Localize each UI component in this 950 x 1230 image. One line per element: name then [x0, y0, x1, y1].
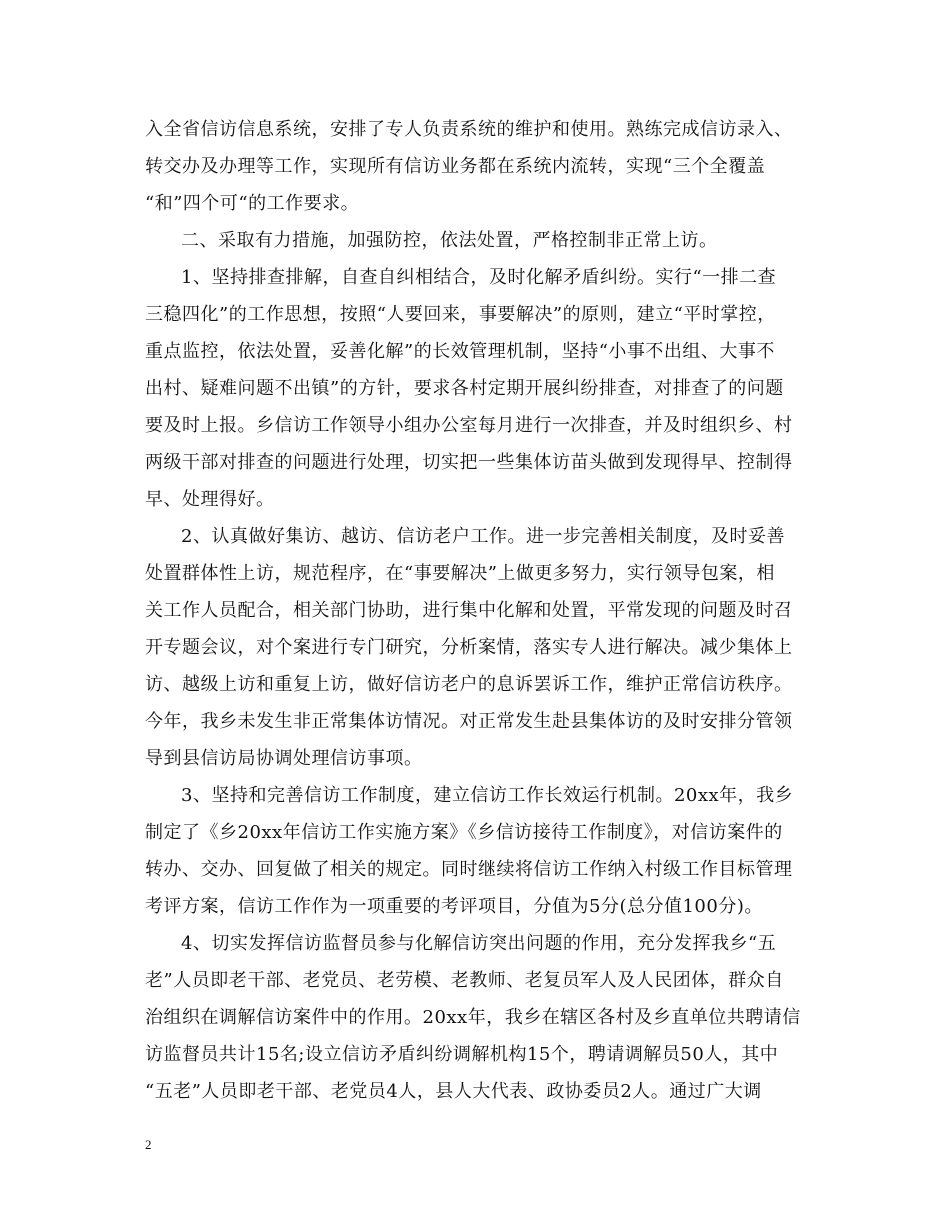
text-line: 入全省信访信息系统，安排了专人负责系统的维护和使用。熟练完成信访录入、 [145, 119, 793, 140]
text-line: 要及时上报。乡信访工作领导小组办公室每月进行一次排查，并及时组织乡、村 [145, 415, 793, 436]
text-line: 访、越级上访和重复上访，做好信访老户的息诉罢诉工作，维护正常信访秩序。 [145, 674, 793, 695]
text-line: 处置群体性上访，规范程序，在“事要解决”上做更多努力，实行领导包案，相 [145, 563, 775, 584]
paragraph-start-line: 3、坚持和完善信访工作制度，建立信访工作长效运行机制。20xx年，我乡 [181, 785, 794, 806]
text-line: 考评方案，信访工作作为一项重要的考评项目，分值为5分(总分值100分)。 [145, 896, 763, 917]
text-line: “和”四个可“的工作要求。 [145, 193, 360, 214]
text-line: 访监督员共计15名;设立信访矛盾纠纷调解机构15个，聘请调解员50人，其中 [145, 1044, 779, 1065]
paragraph-start-line: 4、切实发挥信访监督员参与化解信访突出问题的作用，充分发挥我乡“五 [181, 933, 777, 954]
page-number: 2 [145, 1137, 152, 1152]
text-line: 关工作人员配合，相关部门协助，进行集中化解和处置，平常发现的问题及时召 [145, 600, 793, 621]
text-line: 重点监控，依法处置，妥善化解”的长效管理机制，坚持“小事不出组、大事不 [145, 341, 775, 362]
text-line: 老”人员即老干部、老党员、老劳模、老教师、老复员军人及人民团体，群众自 [145, 970, 784, 991]
paragraph-start-line: 2、认真做好集访、越访、信访老户工作。进一步完善相关制度，及时妥善 [181, 526, 785, 547]
text-line: 转交办及办理等工作，实现所有信访业务都在系统内流转，实现“三个全覆盖 [145, 156, 766, 177]
text-line: 开专题会议，对个案进行专门研究，分析案情，落实专人进行解决。减少集体上 [145, 637, 793, 658]
text-line: 今年，我乡未发生非正常集体访情况。对正常发生赴县集体访的及时安排分管领 [145, 711, 793, 732]
text-line: “五老”人员即老干部、老党员4人，县人大代表、政协委员2人。通过广大调 [145, 1081, 762, 1102]
text-line: 两级干部对排查的问题进行处理，切实把一些集体访苗头做到发现得早、控制得 [145, 452, 793, 473]
section-heading: 二、采取有力措施，加强防控，依法处置，严格控制非正常上访。 [181, 230, 718, 251]
paragraph-start-line: 1、坚持排查排解，自查自纠相结合，及时化解矛盾纠纷。实行“一排二查 [181, 267, 777, 288]
text-line: 三稳四化”的工作思想，按照“人要回来，事要解决”的原则，建立“平时掌控， [145, 304, 776, 325]
text-line: 制定了《乡20xx年信访工作实施方案》《乡信访接待工作制度》，对信访案件的 [145, 822, 783, 843]
text-line: 出村、疑难问题不出镇”的方针，要求各村定期开展纠纷排查，对排查了的问题 [145, 378, 784, 399]
text-line: 早、处理得好。 [145, 489, 275, 510]
text-line: 治组织在调解信访案件中的作用。20xx年，我乡在辖区各村及乡直单位共聘请信 [145, 1007, 801, 1028]
text-line: 导到县信访局协调处理信访事项。 [145, 748, 423, 769]
text-line: 转办、交办、回复做了相关的规定。同时继续将信访工作纳入村级工作目标管理 [145, 859, 793, 880]
